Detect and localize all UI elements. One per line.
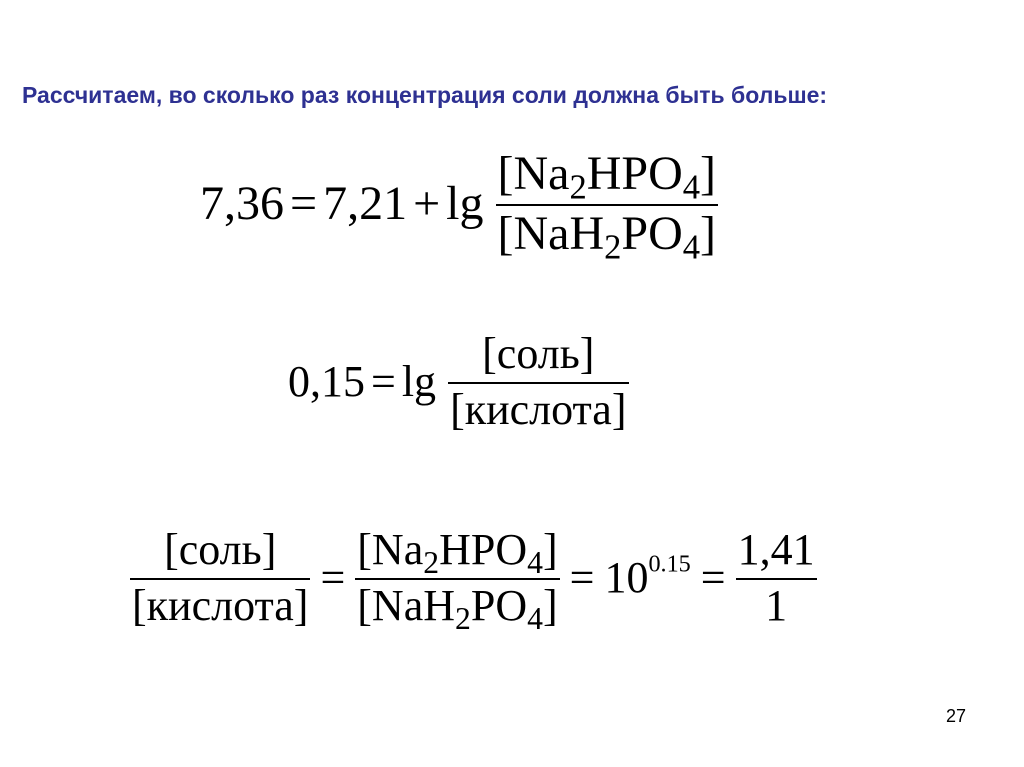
page-number: 27 (945, 706, 966, 726)
eq3-equals-2: = (569, 553, 595, 602)
eq1-lhs: 7,36 (200, 177, 284, 230)
eq1-fraction (496, 147, 719, 267)
eq3-f3-denominator: 1 (765, 581, 788, 630)
eq2-equals: = (371, 357, 396, 406)
eq3-f1-numerator: [соль] (164, 525, 277, 574)
eq1-denominator: $[NaH_2PO_4]$ (497, 207, 717, 267)
eq3-equals-3: = (700, 553, 726, 602)
eq3-f2-denominator: $[NaH_2PO_4]$ (357, 581, 558, 636)
eq2-denominator: [кислота] (450, 385, 627, 434)
eq3-f3-numerator: 1,41 (737, 525, 815, 574)
eq3-fraction-phosphates (355, 525, 559, 636)
eq1-pka: 7,21 (323, 177, 408, 230)
eq1-lg: lg (446, 177, 484, 230)
eq3-fraction-result (736, 525, 817, 630)
eq3-f1-denominator: [кислота] (132, 581, 309, 630)
equation-henderson (200, 147, 718, 267)
slide-heading: Рассчитаем, во сколько раз концентрация соли должна быть больше: (22, 82, 828, 108)
eq2-lhs: 0,15 (288, 357, 365, 406)
eq2-fraction (448, 329, 628, 434)
equation-log-ratio (288, 329, 629, 434)
eq1-plus: + (413, 177, 441, 230)
eq3-power: $10^{0.15}$ (604, 550, 691, 602)
eq2-numerator: [соль] (482, 329, 595, 378)
eq3-equals-1: = (320, 553, 346, 602)
equation-ratio-result (130, 525, 817, 636)
eq1-equals: = (290, 177, 318, 230)
eq2-lg: lg (401, 357, 437, 406)
eq3-f2-numerator: $[Na_2HPO_4]$ (357, 525, 558, 580)
eq3-fraction-salt-acid (130, 525, 310, 630)
eq1-numerator: $[Na_2HPO_4]$ (497, 147, 717, 207)
